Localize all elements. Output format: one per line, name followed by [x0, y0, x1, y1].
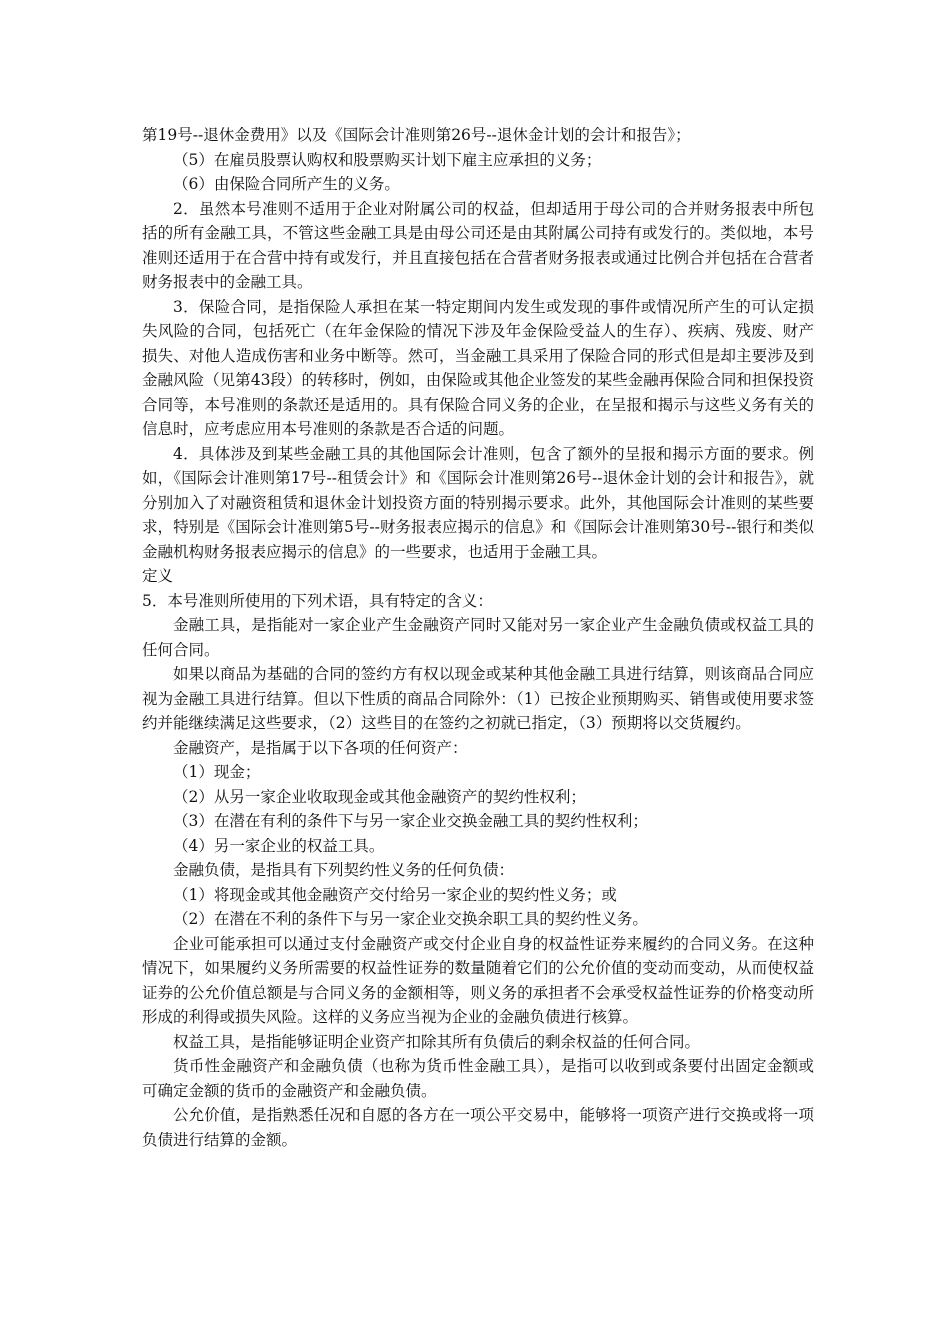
asset-item-3: （3）在潜在有利的条件下与另一家企业交换金融工具的契约性权利；	[173, 812, 648, 830]
paragraph-3: 3．保险合同，是指保险人承担在某一特定期间内发生或发现的事件或情况所产生的可认定损失风险的合同，包括死亡（在年金保险的情况下涉及年金保险受益人的生存）、疾病、残废、财产损失、对他人造成伤害和业务中断等。然可，当金融工具采用了保险合同的形式但是却主要涉及到金融风险（见第43段）的转移时，例如，由保险或其他企业签发的某些金融再保险合同和担保投资合同等，本号准则的条款还是适用的。具有保险合同义务的企业，在呈报和揭示与这些义务有关的信息时，应考虑应用本号准则的条款是否合适的问题。	[142, 297, 814, 438]
list-item-6: （6）由保险合同所产生的义务。	[173, 175, 400, 193]
document-page	[142, 123, 814, 1152]
paragraph-5: 5．本号准则所使用的下列术语，具有特定的含义：	[142, 591, 493, 610]
paragraph-4: 4．具体涉及到某些金融工具的其他国际会计准则，包含了额外的呈报和揭示方面的要求。例如，《国际会计准则第17号--租赁会计》和《国际会计准则第26号--退休金计划的会计和报告》，就分别加入了对融资租赁和退休金计划投资方面的特别揭示要求。此外，其他国际会计准则的某些要求，特别是《国际会计准则第5号--财务报表应揭示的信息》和《国际会计准则第30号--银行和类似金融机构财务报表应揭示的信息》的一些要求，也适用于金融工具。	[142, 444, 814, 561]
liability-item-1: （1）将现金或其他金融资产交付给另一家企业的契约性义务；或	[173, 885, 617, 904]
definition-financial-instrument: 金融工具，是指能对一家企业产生金融资产同时又能对另一家企业产生金融负债或权益工具的任何合同。	[142, 616, 814, 659]
paragraph-equity-settlement: 企业可能承担可以通过支付金融资产或交付企业自身的权益性证券来履约的合同义务。在这种情况下，如果履约义务所需要的权益性证券的数量随着它们的公允价值的变动而变动，从而使权益证券的公允价值总额是与合同义务的金额相等，则义务的承担者不会承受权益性证券的价格变动所形成的利得或损失风险。这样的义务应当视为企业的金融负债进行核算。	[142, 934, 814, 1026]
definition-equity-instrument: 权益工具，是指能够证明企业资产扣除其所有负债后的剩余权益的任何合同。	[173, 1032, 701, 1051]
paragraph-continuation: 第19号--退休金费用》以及《国际会计准则第26号--退休金计划的会计和报告》；	[142, 126, 691, 144]
asset-item-2: （2）从另一家企业收取现金或其他金融资产的契约性权利；	[173, 787, 586, 806]
liability-item-2: （2）在潜在不利的条件下与另一家企业交换余职工具的契约性义务。	[173, 910, 648, 928]
asset-item-1: （1）现金；	[173, 763, 261, 781]
list-item-5: （5）在雇员股票认购权和股票购买计划下雇主应承担的义务；	[173, 150, 602, 169]
definition-financial-liability: 金融负债，是指具有下列契约性义务的任何负债：	[173, 861, 515, 879]
paragraph-2: 2．虽然本号准则不适用于企业对附属公司的权益，但却适用于母公司的合并财务报表中所包括的所有金融工具，不管这些金融工具是由母公司还是由其附属公司持有或发行的。类似地，本号准则还适用于在合营中持有或发行，并且直接包括在合营者财务报表或通过比例合并包括在合营者财务报表中的金融工具。	[142, 199, 814, 291]
section-heading-definitions: 定义	[142, 567, 174, 585]
asset-item-4: （4）另一家企业的权益工具。	[173, 836, 385, 855]
definition-fair-value: 公允价值，是指熟悉任况和自愿的各方在一项公平交易中，能够将一项资产进行交换或将一项负债进行结算的金额。	[142, 1106, 814, 1149]
definition-monetary-instruments: 货币性金融资产和金融负债（也称为货币性金融工具），是指可以收到或条要付出固定金额或可确定金额的货币的金融资产和金融负债。	[142, 1057, 814, 1100]
definition-financial-asset: 金融资产，是指属于以下各项的任何资产：	[173, 738, 468, 757]
paragraph-commodity-contract: 如果以商品为基础的合同的签约方有权以现金或某种其他金融工具进行结算，则该商品合同应视为金融工具进行结算。但以下性质的商品合同除外：（1）已按企业预期购买、销售或使用要求签约并能继续满足这些要求，（2）这些目的在签约之初就已指定，（3）预期将以交货履约。	[142, 665, 814, 732]
